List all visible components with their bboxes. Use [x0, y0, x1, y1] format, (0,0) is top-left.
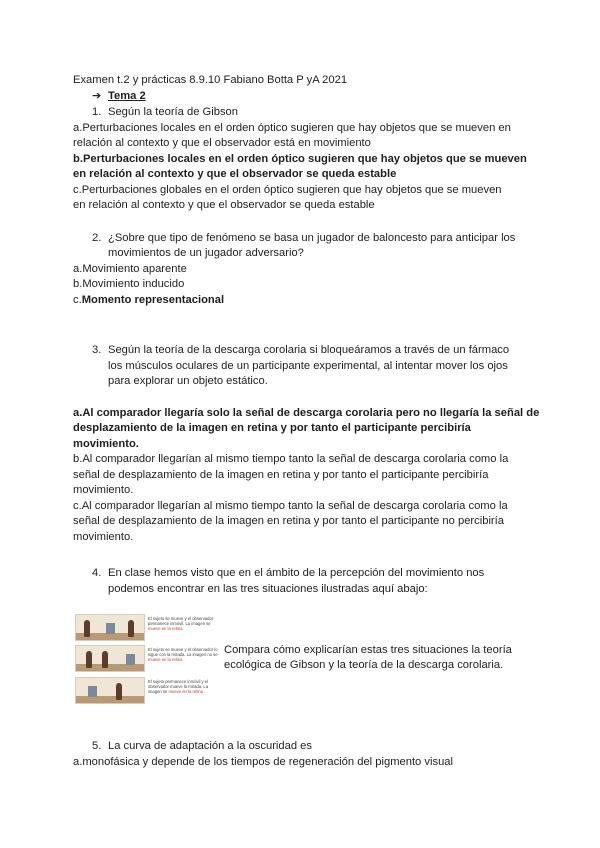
q2-option-c [73, 292, 224, 308]
q3-option-c-line1: c.Al comparador llegarían al mismo tiempo tanto la señal de descarga corolaria como la [73, 500, 508, 512]
q2-text-line1: ¿Sobre que tipo de fenómeno se basa un jugador de baloncesto para anticipar los [108, 232, 516, 244]
arrow-icon: ➔ [92, 90, 102, 102]
q3-option-c-line2: señal de desplazamiento de la imagen en retina y por tanto el participante no percibiría [73, 515, 504, 527]
q1-number: 1. [92, 106, 102, 118]
q1-option-a-line2: relación al contexto y que el observador está en movimiento [73, 137, 371, 149]
q3-option-b-line1: b.Al comparador llegarían al mismo tiempo tanto la señal de descarga corolaria como la [73, 453, 509, 465]
q1-option-b-line2: en relación al contexto y que el observador se queda estable [73, 168, 397, 180]
figure-2-caption: El sujeto se mueve y el observador lo sigue con la mirada. La imagen no se mueve en la retina [148, 647, 218, 662]
document-title: Examen t.2 y prácticas 8.9.10 Fabiano Botta P yA 2021 [73, 74, 348, 86]
section-title: Tema 2 [108, 90, 146, 102]
q3-option-a-line2: desplazamiento de la imagen en retina y por tanto el participante percibiría [73, 422, 471, 434]
figure-1-illustration [75, 614, 145, 641]
figure-2-illustration [75, 645, 145, 672]
q2-option-c-answer: Momento representacional [81, 294, 225, 306]
figure-situation-2 [75, 645, 221, 672]
q1-option-b-line1: b.Perturbaciones locales en el orden óptico sugieren que hay objetos que se mueven [73, 153, 527, 165]
q2-number: 2. [92, 232, 102, 244]
q1-text: Según la teoría de Gibson [108, 106, 238, 118]
q4-number: 4. [92, 567, 102, 579]
q3-number: 3. [92, 344, 102, 356]
q3-option-b-line2: señal de desplazamiento de la imagen en retina y por tanto el participante percibiría [73, 469, 489, 481]
q2-option-b: b.Movimiento inducido [73, 278, 185, 290]
q3-text-line2: los músculos oculares de un participante experimental, al intentar mover los ojos [108, 360, 508, 372]
q4-text-line2: podemos encontrar en las tres situaciones ilustradas aquí abajo: [108, 583, 428, 595]
q3-option-c-line3: movimiento. [73, 531, 134, 543]
q2-option-a: a.Movimiento aparente [73, 263, 187, 275]
q2-option-c-prefix: c. [73, 294, 82, 306]
q5-option-a: a.monofásica y depende de los tiempos de regeneración del pigmento visual [73, 756, 453, 768]
q1-option-c-line2: en relación al contexto y que el observador se queda estable [73, 199, 375, 211]
q4-compare-line1: Compara cómo explicarían estas tres situaciones la teoría [224, 644, 512, 656]
q3-option-a-line3: movimiento. [73, 438, 139, 450]
q3-option-a-line1: a.Al comparador llegaría solo la señal de descarga corolaria pero no llegaría la señal de [73, 407, 540, 419]
figure-3-caption: El sujeto permanece inmóvil y el observador mueve la mirada. La imagen se mueve en la retina [148, 679, 209, 694]
q3-option-b-line3: movimiento. [73, 484, 134, 496]
q4-text-line1: En clase hemos visto que en el ámbito de la percepción del movimiento nos [108, 567, 485, 579]
q5-number: 5. [92, 740, 102, 752]
figure-3-illustration [75, 677, 145, 704]
figure-1-caption: El sujeto se mueve y el observador permanece inmóvil. La imagen se mueve en la retina [148, 616, 214, 631]
q2-text-line2: movimientos de un jugador adversario? [108, 247, 304, 259]
q1-option-a-line1: a.Perturbaciones locales en el orden óptico sugieren que hay objetos que se mueven en [73, 122, 511, 134]
q1-option-c-line1: c.Perturbaciones globales en el orden óptico sugieren que hay objetos que se mueven [73, 184, 502, 196]
q5-text: La curva de adaptación a la oscuridad es [108, 740, 312, 752]
q3-text-line3: para explorar un objeto estático. [108, 375, 268, 387]
figure-situation-1 [75, 614, 221, 641]
q4-compare-line2: ecológica de Gibson y la teoría de la descarga corolaria. [224, 659, 504, 671]
q3-text-line1: Según la teoría de la descarga corolaria si bloqueáramos a través de un fármaco [108, 344, 510, 356]
figure-situation-3 [75, 677, 221, 704]
